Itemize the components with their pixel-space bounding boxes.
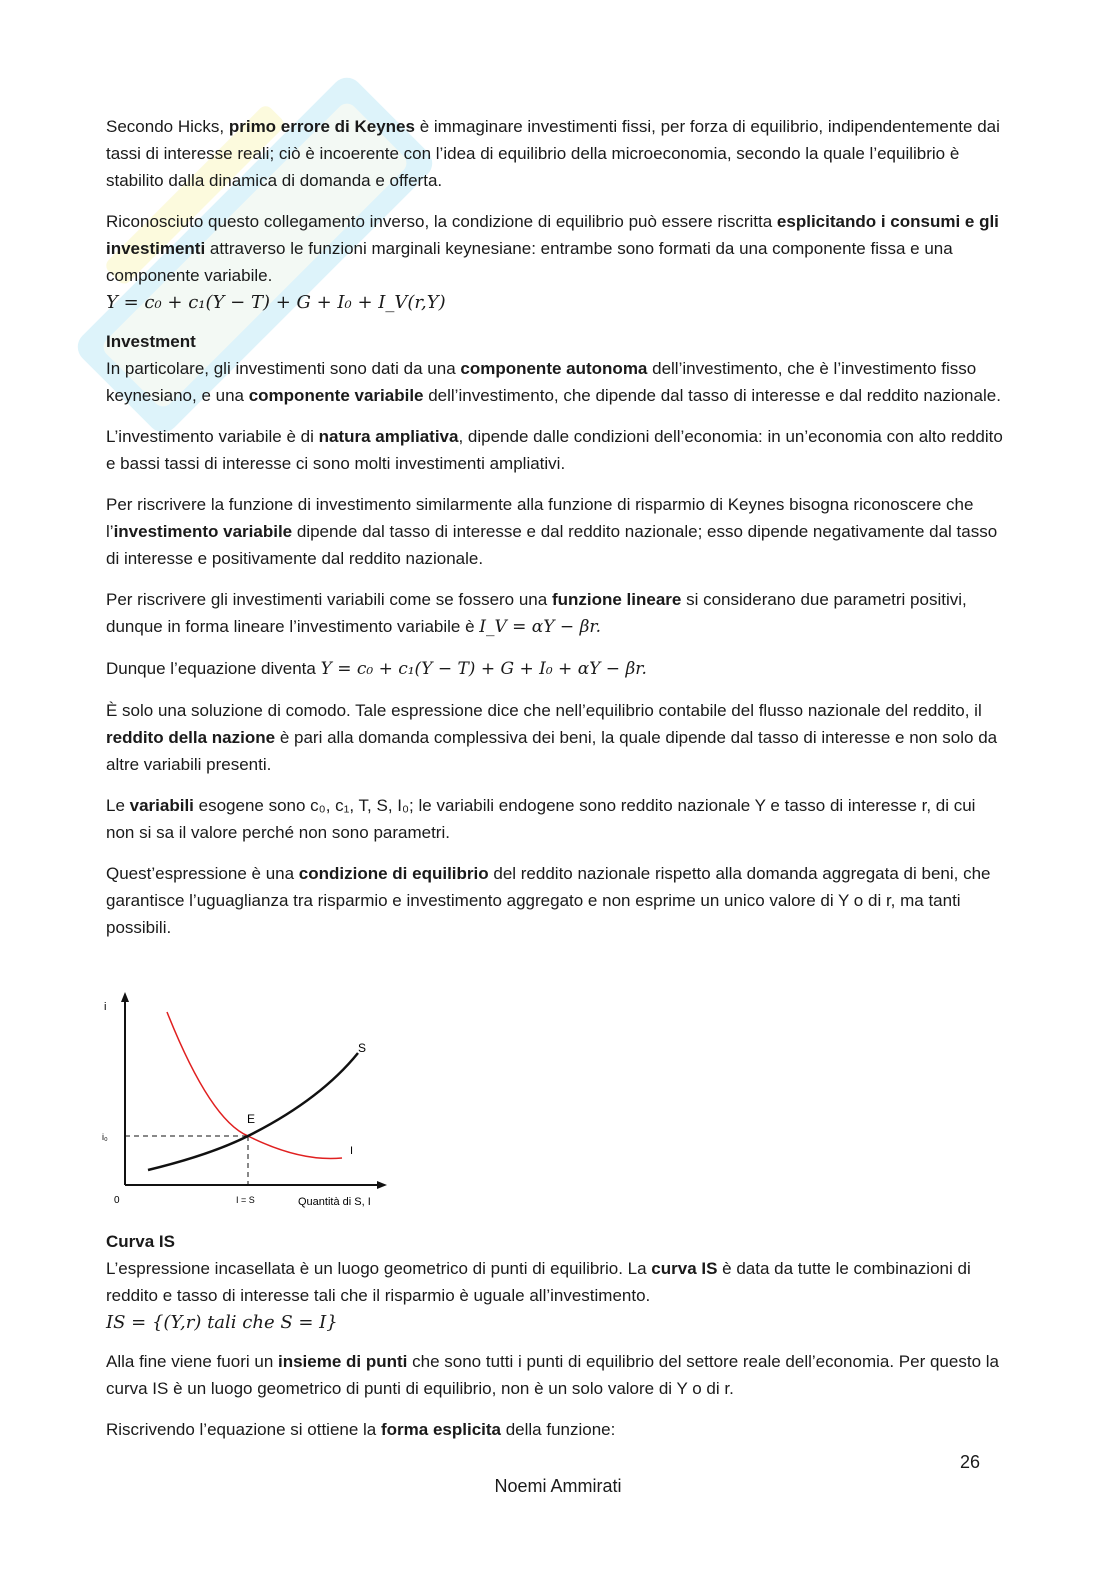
footer-author: Noemi Ammirati bbox=[494, 1476, 622, 1496]
bold-term: esplicitando i consumi e gli investimenti bbox=[106, 212, 999, 258]
origin-label: 0 bbox=[114, 1195, 120, 1206]
paragraph-variable-investment: L’investimento variabile è di natura ampliativa, dipende dalle condizioni dell’economia: in un’economia con alto reddito e bassi tassi di interesse ci sono molti investimenti ampliativi. bbox=[106, 427, 1003, 473]
paragraph-investment-components: In particolare, gli investimenti sono dati da una componente autonoma dell’investimento, che è l’investimento fisso keynesiano, e una componente variabile dell’investimento, che dipende dal tasso di interesse e dal reddito nazionale. bbox=[106, 359, 1001, 405]
inline-equation: Y = c₀ + c₁(Y − T) + G + I₀ + αY − βr. bbox=[320, 659, 647, 679]
paragraph-equation-becomes: Dunque l’equazione diventa Y = c₀ + c₁(Y − T) + G + I₀ + αY − βr. bbox=[106, 659, 647, 679]
bold-term: primo errore di Keynes bbox=[228, 117, 415, 136]
y-axis-label: i bbox=[104, 1001, 107, 1013]
document-body bbox=[106, 113, 1006, 955]
section-heading-curva-is: Curva IS bbox=[106, 1232, 175, 1251]
i-curve-label: I bbox=[350, 1145, 354, 1157]
x-axis-arrow bbox=[377, 1181, 387, 1189]
paragraph-linear-function: Per riscrivere gli investimenti variabili come se fossero una funzione lineare si considerano due parametri positivi, dunque in forma lineare l’investimento variabile è I_V = αY − βr. bbox=[106, 590, 967, 637]
paragraph-rewrite-function: Per riscrivere la funzione di investimento similarmente alla funzione di risparmio di Keynes bisogna riconoscere che l’investimento variabile dipende dal tasso di interesse e dal reddito nazionale; esso dipende negativamente dal tasso di interesse e positivamente dal reddito nazionale. bbox=[106, 495, 998, 568]
equation-equilibrium: Y = c₀ + c₁(Y − T) + G + I₀ + I_V(r,Y) bbox=[106, 292, 446, 313]
y-axis-arrow bbox=[121, 992, 129, 1002]
x-tick-label: I = S bbox=[236, 1195, 255, 1205]
paragraph-hicks: Secondo Hicks, primo errore di Keynes è immaginare investimenti fissi, per forza di equilibrio, indipendentemente dai tassi di interesse reali; ciò è incoerente con l’idea di equilibrio della microeconomia, secondo la quale l’equilibrio è stabilito dalla dinamica di domanda e offerta. bbox=[106, 117, 1000, 190]
paragraph-explicit-form: Riscrivendo l’equazione si ottiene la forma esplicita della funzione: bbox=[106, 1420, 616, 1439]
s-curve-label: S bbox=[358, 1041, 367, 1055]
i0-label: i₀ bbox=[102, 1132, 108, 1142]
x-axis-label: Quantità di S, I bbox=[298, 1196, 371, 1208]
investment-curve bbox=[167, 1012, 342, 1159]
paragraph-set-of-points: Alla fine viene fuori un insieme di punti che sono tutti i punti di equilibrio del settore reale dell’economia. Per questo la curva IS è un luogo geometrico di punti di equilibrio, non è un solo valore di Y o di r. bbox=[106, 1352, 999, 1398]
savings-investment-diagram bbox=[100, 990, 410, 1212]
inline-equation: I_V = αY − βr. bbox=[479, 617, 602, 637]
section-heading-investment: Investment bbox=[106, 332, 196, 351]
equilibrium-point-label: E bbox=[247, 1112, 256, 1126]
paragraph-equilibrium-condition: Quest’espressione è una condizione di equilibrio del reddito nazionale rispetto alla domanda aggregata di beni, che garantisce l’uguaglianza tra risparmio e investimento aggregato e non esprime un unico valore di Y o di r, ma tanti possibili. bbox=[106, 864, 991, 937]
paragraph-is-curve: L’espressione incasellata è un luogo geometrico di punti di equilibrio. La curva IS è data da tutte le combinazioni di reddito e tasso di interesse tali che il risparmio è uguale all’investimento. bbox=[106, 1259, 971, 1305]
document-body-lower bbox=[106, 1228, 1006, 1457]
paragraph-variables: Le variabili esogene sono c₀, c₁, T, S, I₀; le variabili endogene sono reddito nazionale Y e tasso di interesse r, di cui non si sa il valore perché non sono parametri. bbox=[106, 796, 976, 842]
page-number: 26 bbox=[960, 1452, 981, 1472]
equation-is-set: IS = {(Y,r) tali che S = I} bbox=[106, 1312, 338, 1333]
paragraph-convenience: È solo una soluzione di comodo. Tale espressione dice che nell’equilibrio contabile del flusso nazionale del reddito, il reddito della nazione è pari alla domanda complessiva dei beni, la quale dipende dal tasso di interesse e non solo da altre variabili presenti. bbox=[106, 701, 998, 774]
paragraph-equilibrium-rewrite: Riconosciuto questo collegamento inverso, la condizione di equilibrio può essere riscritta esplicitando i consumi e gli investimenti attraverso le funzioni marginali keynesiane: entrambe sono formati da una componente fissa e una componente variabile. bbox=[106, 212, 999, 285]
